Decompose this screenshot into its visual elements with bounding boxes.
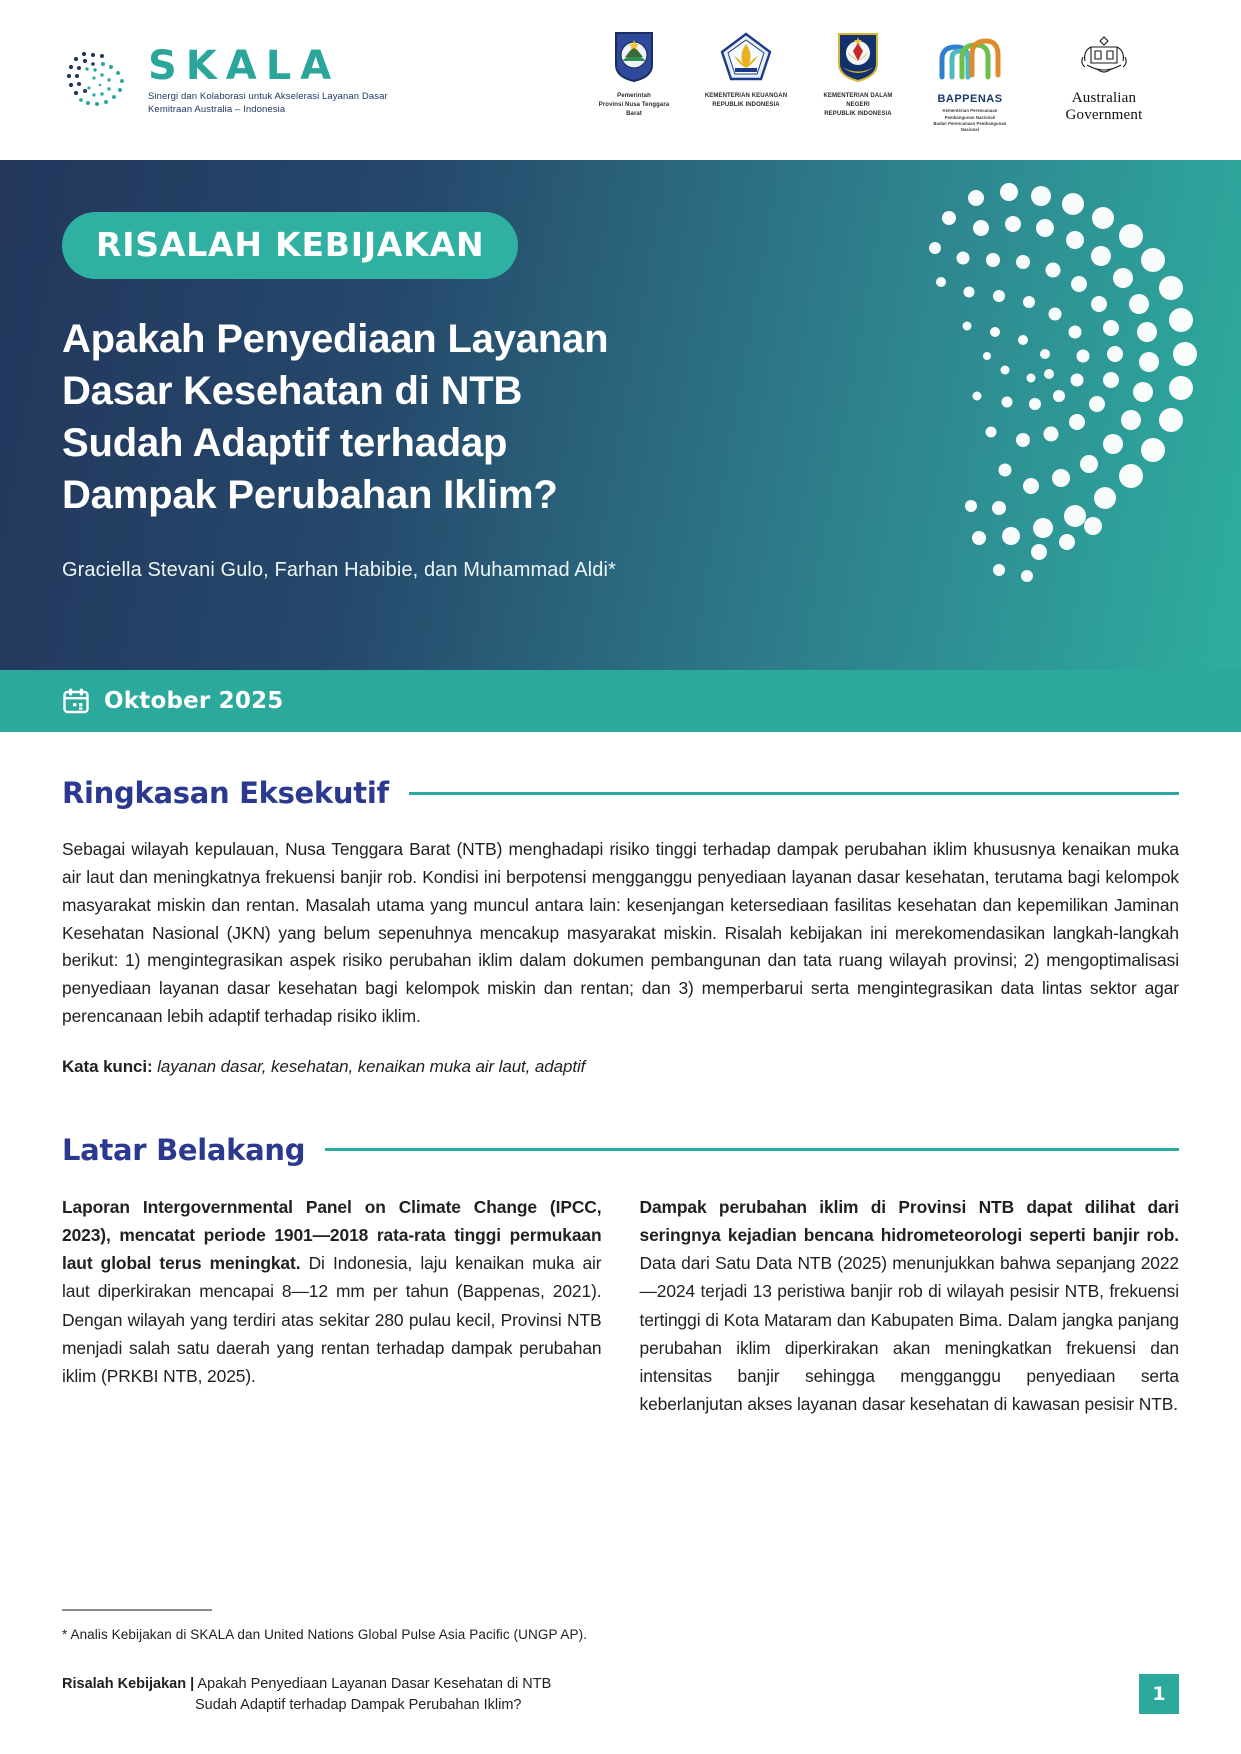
ministry-of-home-affairs-crest [815, 26, 901, 88]
page-footer [62, 1674, 1179, 1716]
section-header-executive-summary [62, 776, 1179, 810]
ministry-of-finance-crest [703, 26, 789, 88]
background-column-right [640, 1193, 1180, 1419]
footer-title-part-2: Sudah Adaptif terhadap Dampak Perubahan Iklim? [195, 1696, 522, 1713]
skala-tagline-line2: Kemitraan Australia – Indonesia [148, 103, 286, 115]
caption-line: KEMENTERIAN DALAM NEGERI [823, 93, 893, 109]
caption-line: BAPPENAS [937, 93, 1003, 106]
partner-bappenas [927, 26, 1013, 133]
title-line-2: Dasar Kesehatan di NTB [62, 369, 523, 413]
caption-line: Provinsi Nusa Tenggara Barat [598, 102, 670, 117]
footer-title-block [62, 1674, 551, 1716]
background-right-paragraph [640, 1193, 1180, 1419]
partner-bappenas-caption [927, 92, 1013, 133]
australian-government-text: Australian Government [1065, 90, 1143, 124]
background-column-left [62, 1193, 602, 1419]
section-spacer [62, 1077, 1179, 1133]
caption-line: Badan Perencanaan Pembangunan Nasional [933, 120, 1007, 133]
keywords-line [62, 1057, 1179, 1077]
footer-label: Risalah Kebijakan | [62, 1675, 195, 1692]
background-columns [62, 1193, 1179, 1419]
australian-government-crest [1039, 26, 1169, 88]
executive-summary-heading: Ringkasan Eksekutif [62, 776, 389, 810]
background-right-rest: Data dari Satu Data NTB (2025) menunjukkan bahwa sepanjang 2022—2024 terjadi 13 peristiwa banjir rob di wilayah pesisir NTB, frekuensi tertinggi di Kota Mataram dan Kabupaten Bima. Dalam jangka panjang perubahan iklim diperkirakan akan meningkatkan frekuensi dan intensitas banjir sehingga mengganggu penyediaan serta keberlanjutan akses layanan dasar kesehatan di kawasan pesisir NTB. [639, 1253, 1179, 1415]
section-header-background [62, 1133, 1179, 1167]
background-heading: Latar Belakang [62, 1132, 306, 1167]
title-line-4: Dampak Perubahan Iklim? [62, 473, 558, 517]
footer-line-1 [62, 1674, 551, 1695]
footnote-divider [62, 1609, 212, 1611]
publication-date: Oktober 2025 [104, 688, 284, 714]
skala-tagline-line1: Sinergi dan Kolaborasi untuk Akselerasi Layanan Dasar [148, 90, 388, 102]
partner-kemenkeu [703, 26, 789, 109]
partner-kemendagri-caption [815, 92, 901, 118]
keywords-label: Kata kunci: [62, 1056, 153, 1076]
caption-line: Kementerian Perencanaan Pembangunan Nasional/ [942, 108, 998, 120]
caption-line: Pemerintah [617, 93, 651, 100]
caption-line: REPUBLIK INDONESIA [824, 110, 892, 117]
page-number: 1 [1139, 1674, 1179, 1714]
background-left-rest: Di Indonesia, laju kenaikan muka air laut diperkirakan mencapai 8—12 mm per tahun (Bappenas, 2021). Dengan wilayah yang terdiri atas sekitar 280 pulau kecil, Provinsi NTB menjadi salah satu daerah yang rentan terhadap dampak perubahan iklim (PRKBI NTB, 2025). [62, 1253, 602, 1387]
footnote-area [62, 1609, 1179, 1642]
heading-rule [409, 792, 1179, 795]
skala-logo [62, 44, 388, 117]
footnote-text: * Analis Kebijakan di SKALA dan United Nations Global Pulse Asia Pacific (UNGP AP). [62, 1627, 588, 1642]
background-left-lead: Laporan Intergovernmental Panel on Climate Change (IPCC, 2023), mencatat periode 1901—2018 rata-rata tinggi permukaan laut global terus meningkat. [62, 1196, 602, 1274]
footer-title-part-1: Apakah Penyediaan Layanan Dasar Kesehatan di NTB [194, 1675, 552, 1692]
title-line-3: Sudah Adaptif terhadap [62, 421, 508, 465]
partner-kemendagri [815, 26, 901, 118]
background-left-paragraph [62, 1193, 602, 1390]
bappenas-logo [927, 26, 1013, 88]
main-content [0, 732, 1241, 1418]
partner-ntb [591, 26, 677, 118]
skala-wordmark: SKALA [148, 42, 341, 89]
partner-kemenkeu-caption [703, 92, 789, 109]
background-right-lead: Dampak perubahan iklim di Provinsi NTB dapat dilihat dari seringnya kejadian bencana hidrometeorologi seperti banjir rob. [639, 1196, 1179, 1246]
calendar-icon [62, 687, 90, 715]
publication-date-strip [0, 670, 1241, 732]
top-logo-bar [0, 0, 1241, 160]
caption-line: REPUBLIK INDONESIA [712, 102, 780, 109]
keywords-value: layanan dasar, kesehatan, kenaikan muka air laut, adaptif [157, 1056, 586, 1076]
authors-line: Graciella Stevani Gulo, Farhan Habibie, dan Muhammad Aldi* [62, 559, 616, 581]
partner-logos [591, 26, 1179, 133]
hero-banner [0, 160, 1241, 670]
skala-swirl-icon [62, 44, 134, 116]
ntb-provincial-government-crest [591, 26, 677, 88]
partner-ntb-caption [591, 92, 677, 118]
skala-tagline [148, 91, 388, 117]
caption-line: KEMENTERIAN KEUANGAN [704, 93, 788, 100]
executive-summary-paragraph: Sebagai wilayah kepulauan, Nusa Tenggara Barat (NTB) menghadapi risiko tinggi terhadap dampak perubahan iklim khususnya kenaikan muka air laut dan meningkatnya frekuensi banjir rob. Kondisi ini berpotensi mengganggu penyediaan layanan dasar kesehatan, terutama bagi kelompok masyarakat miskin dan rentan. Masalah utama yang muncul antara lain: kesenjangan ketersediaan fasilitas kesehatan dan kepemilikan Jaminan Kesehatan Nasional (JKN) yang belum sepenuhnya mencakup masyarakat miskin. Risalah kebijakan ini merekomendasikan langkah-langkah berikut: 1) mengintegrasikan aspek risiko perubahan iklim dalam dokumen pembangunan dan tata ruang wilayah provinsi; 2) mengoptimalisasi penyediaan layanan dasar kesehatan bagi kelompok miskin dan rentan; dan 3) memperbarui serta mengintegrasikan data lintas sektor agar perencanaan lebih adaptif terhadap risiko iklim. [62, 839, 1179, 1027]
document-type-badge: RISALAH KEBIJAKAN [62, 212, 518, 279]
page-title [62, 313, 762, 521]
partner-australian-government [1039, 26, 1169, 124]
heading-rule [325, 1148, 1179, 1151]
title-line-1: Apakah Penyediaan Layanan [62, 317, 609, 361]
